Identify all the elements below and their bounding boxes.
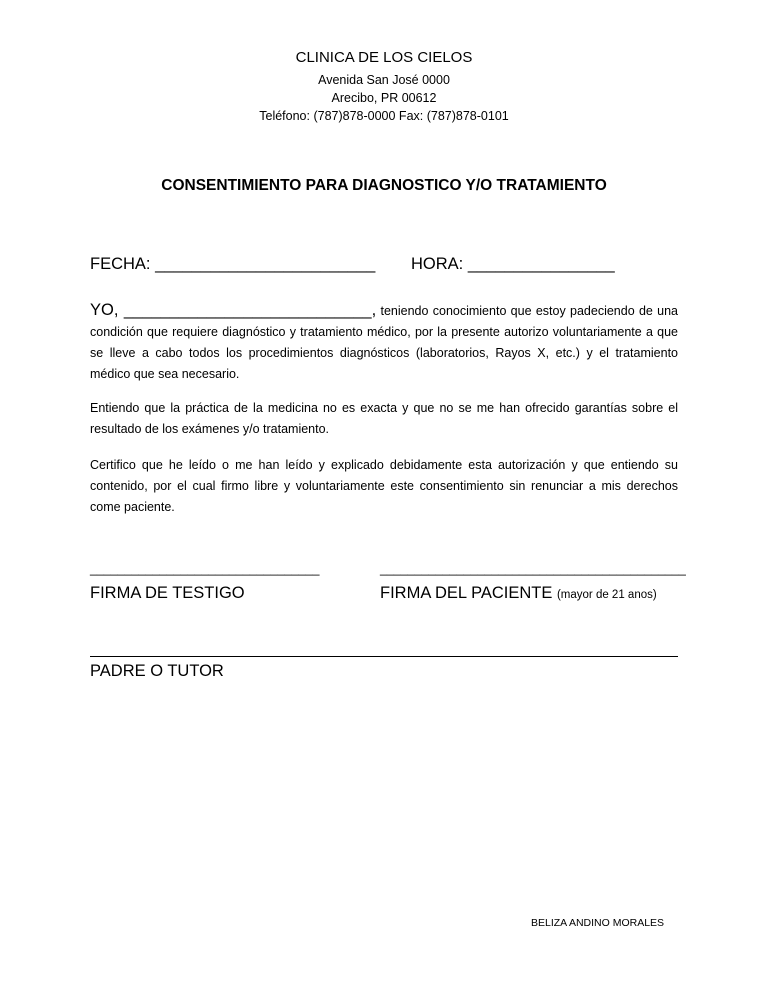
patient-age-note: (mayor de 21 anos) bbox=[556, 589, 657, 601]
clinic-address-city: Arecibo, PR 00612 bbox=[331, 91, 437, 105]
date-field[interactable]: FECHA: ________________________ bbox=[90, 255, 376, 273]
patient-signature-line[interactable]: ____________________________________________ bbox=[380, 562, 686, 576]
authorization-text: teniendo conocimiento que estoy padeciendo de una condición que requiere diagnóstico y tratamiento médico, por la presente autorizo voluntariamente a que se lleve a cabo todos los procedimientos diagnósticos (laboratorios, Rayos X, etc.) y el tratamiento médico que sea necesario. bbox=[90, 304, 679, 381]
date-time-row bbox=[90, 255, 678, 274]
clinic-contact: Teléfono: (787)878-0000 Fax: (787)878-0101 bbox=[259, 109, 509, 123]
tutor-signature-line[interactable] bbox=[90, 656, 678, 657]
certification-paragraph: Certifico que he leído o me han leído y explicado debidamente esta autorización y que entiendo su contenido, por el cual firmo libre y voluntariamente este consentimiento sin renunciar a mis derechos come paciente. bbox=[90, 458, 678, 514]
patient-signature-label-group bbox=[380, 584, 657, 603]
clinic-name: CLINICA DE LOS CIELOS bbox=[295, 49, 473, 66]
no-guarantee-paragraph: Entiendo que la práctica de la medicina no es exacta y que no se me han ofrecido garantías sobre el resultado de los exámenes y/o tratamiento. bbox=[90, 401, 678, 436]
patient-signature-label: FIRMA DEL PACIENTE bbox=[380, 584, 553, 602]
time-field[interactable]: HORA: ________________ bbox=[411, 255, 615, 273]
authorization-paragraph bbox=[90, 300, 678, 385]
patient-name-field[interactable]: YO, ___________________________, bbox=[90, 301, 377, 319]
footer-author: BELIZA ANDINO MORALES bbox=[531, 917, 665, 929]
document-title: CONSENTIMIENTO PARA DIAGNOSTICO Y/O TRATAMIENTO bbox=[161, 177, 607, 194]
witness-signature-label: FIRMA DE TESTIGO bbox=[90, 584, 245, 602]
witness-signature-line[interactable]: _________________________________ bbox=[90, 562, 320, 576]
clinic-address-street: Avenida San José 0000 bbox=[318, 73, 450, 87]
tutor-signature-label: PADRE O TUTOR bbox=[90, 662, 224, 680]
